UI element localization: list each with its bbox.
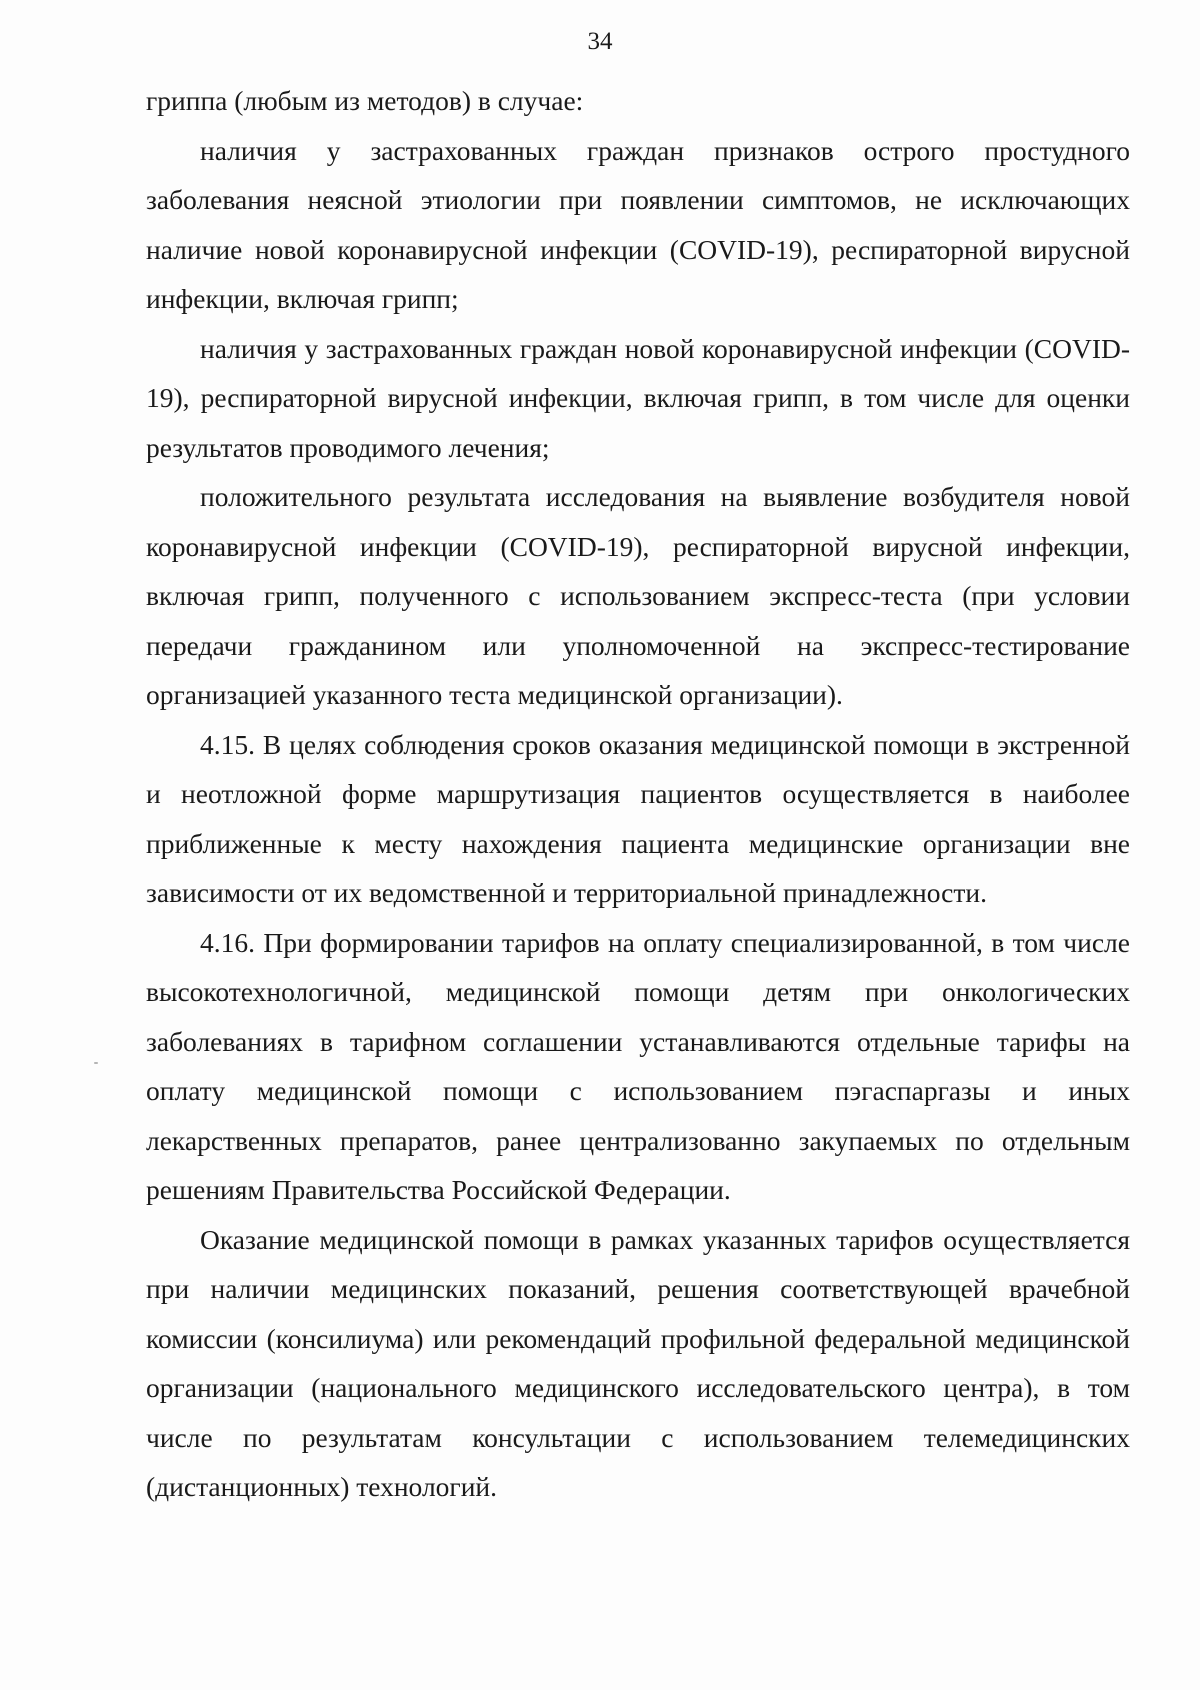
paragraph-symptoms: наличия у застрахованных граждан признаков острого простудного заболевания неясной этиологии при появлении симптомов, не исключающих наличие новой коронавирусной инфекции (COVID-19), респираторной вирусной инфекции, включая грипп; [146,134,1130,314]
paragraph-infection-presence: наличия у застрахованных граждан новой коронавирусной инфекции (COVID-19), респираторной вирусной инфекции, включая грипп, в том числе для оценки результатов проводимого лечения; [146,332,1130,463]
paragraph-tariff-provision: Оказание медицинской помощи в рамках указанных тарифов осуществляется при наличии медицинских показаний, решения соответствующей врачебной комиссии (консилиума) или рекомендаций профильной федеральной медицинской организации (национального медицинского исследовательского центра), в том числе по результатам консультации с использованием телемедицинских (дистанционных) технологий. [146,1223,1130,1502]
paragraph-continuation: гриппа (любым из методов) в случае: [146,85,584,116]
page-number: 34 [587,28,613,55]
paragraph-4-15: 4.15. В целях соблюдения сроков оказания медицинской помощи в экстренной и неотложной форме маршрутизация пациентов осуществляется в наиболее приближенные к месту нахождения пациента медицинские организации вне зависимости от их ведомственной и территориальной принадлежности. [146,728,1130,908]
paragraph-4-16: 4.16. При формировании тарифов на оплату специализированной, в том числе высокотехнологичной, медицинской помощи детям при онкологических заболеваниях в тарифном соглашении устанавливаются отдельные тарифы на оплату медицинской помощи с использованием пэгаспаргазы и иных лекарственных препаратов, ранее централизованно закупаемых по отдельным решениям Правительства Российской Федерации. [146,926,1130,1205]
document-body [146,76,1130,1512]
scan-artifact [94,1062,98,1064]
paragraph-express-test: положительного результата исследования на выявление возбудителя новой коронавирусной инфекции (COVID-19), респираторной вирусной инфекции, включая грипп, полученного с использованием экспресс-теста (при условии передачи гражданином или уполномоченной на экспресс-тестирование организацией указанного теста медицинской организации). [146,481,1130,710]
